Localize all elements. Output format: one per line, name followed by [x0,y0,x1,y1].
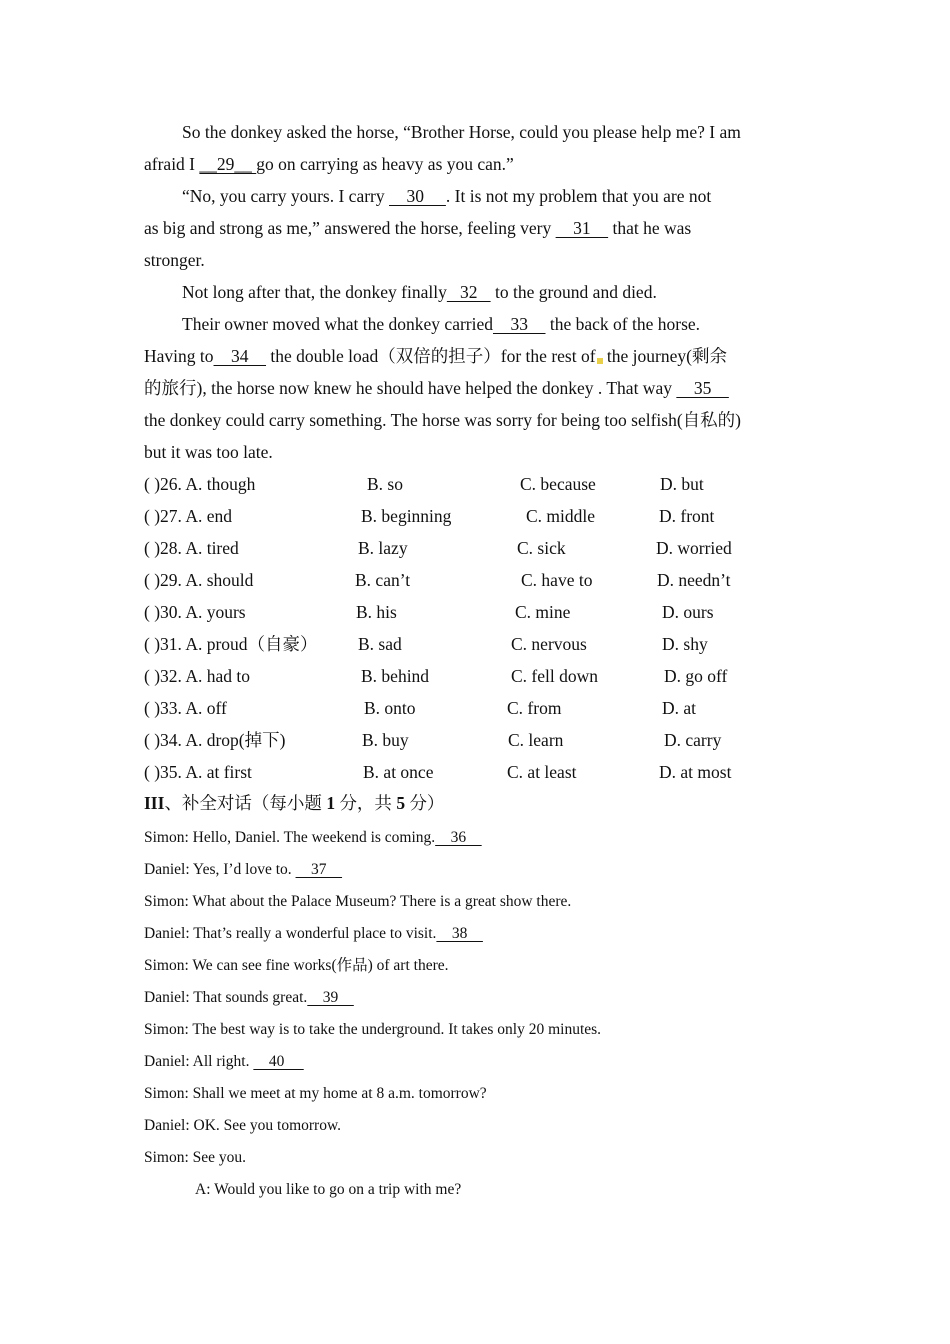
passage-text: that he was [608,218,692,238]
option-d[interactable]: D. at [662,698,697,718]
question-35[interactable]: ( )35. A. at first [144,762,252,782]
dialogue-line [144,828,482,848]
blank-32[interactable]: 32 [446,282,491,302]
question-32[interactable]: ( )32. A. had to [144,666,250,686]
passage-text: Not long after that, the donkey finally [182,282,447,302]
dialogue-text: Simon: We can see fine works(作品) of art there. [144,957,449,974]
option-c[interactable]: C. sick [517,538,566,558]
section-title: 分） [405,793,445,813]
passage-text: but it was too late. [144,442,273,462]
section-number: III [144,793,165,813]
score-each: 1 [326,793,336,813]
dialogue-line [144,988,354,1008]
passage-text: the double load（双倍的担子）for the rest of [266,346,596,366]
option-d[interactable]: D. shy [662,634,708,654]
blank-34[interactable]: 34 [213,346,267,366]
passage-line [182,313,700,335]
option-c[interactable]: C. middle [526,506,596,526]
blank-35[interactable]: 35 [676,378,729,398]
question-27[interactable]: ( )27. A. end [144,506,232,526]
passage-text: to the ground and died. [490,282,657,302]
option-b[interactable]: B. buy [362,730,409,750]
dialogue-text: Daniel: That’s really a wonderful place to visit. [144,925,437,942]
passage-text: the journey(剩余 [602,346,727,366]
dialogue-text: Simon: What about the Palace Museum? There is a great show there. [144,893,572,910]
question-26[interactable]: ( )26. A. though [144,474,256,494]
option-b[interactable]: B. his [356,602,397,622]
option-c[interactable]: C. from [507,698,562,718]
option-b[interactable]: B. so [367,474,403,494]
dialogue-line [144,892,571,912]
section-title: 分，共 [335,793,397,813]
option-d[interactable]: D. front [659,506,715,526]
blank-29[interactable]: __29__ [199,154,257,174]
passage-text: stronger. [144,250,205,270]
dialogue-text: Simon: See you. [144,1149,247,1166]
passage-text: the back of the horse. [545,314,701,334]
blank-31[interactable]: 31 [555,218,609,238]
option-b[interactable]: B. behind [361,666,430,686]
section-heading [144,792,444,814]
passage-text: 的旅行), the horse now knew he should have helped the donkey . That way [144,378,677,398]
passage-text: afraid I [144,154,200,174]
dialogue-line [144,860,342,880]
option-c[interactable]: C. fell down [511,666,599,686]
dialogue-line [144,924,483,944]
option-c[interactable]: C. mine [515,602,571,622]
dialogue-line [144,1052,304,1072]
blank-30[interactable]: 30 [389,186,446,206]
dialogue-text: Simon: Shall we meet at my home at 8 a.m. tomorrow? [144,1085,487,1102]
passage-text: Having to [144,346,214,366]
passage-line [182,281,657,303]
option-b[interactable]: B. sad [358,634,402,654]
passage-text: Their owner moved what the donkey carried [182,314,493,334]
blank-39[interactable]: 39 [307,989,354,1006]
passage-text: . It is not my problem that you are not [445,186,712,206]
option-b[interactable]: B. lazy [358,538,408,558]
option-c[interactable]: C. learn [508,730,564,750]
passage-line [144,249,205,271]
dialogue-text: Daniel: Yes, I’d love to. [144,861,296,878]
blank-40[interactable]: 40 [253,1053,304,1070]
passage-line [144,409,741,431]
dialogue-line [144,1116,341,1136]
dialogue-text: Simon: Hello, Daniel. The weekend is coming. [144,829,436,846]
question-34[interactable]: ( )34. A. drop(掉下) [144,730,286,750]
dialogue-text: Daniel: All right. [144,1053,254,1070]
option-d[interactable]: D. worried [656,538,732,558]
blank-38[interactable]: 38 [436,925,483,942]
dialogue-text: Daniel: OK. See you tomorrow. [144,1117,342,1134]
dialogue-line [144,1020,601,1040]
dialogue-line [144,1148,246,1168]
blank-36[interactable]: 36 [435,829,482,846]
passage-line [144,217,691,239]
option-d[interactable]: D. at most [659,762,732,782]
question-33[interactable]: ( )33. A. off [144,698,227,718]
question-30[interactable]: ( )30. A. yours [144,602,246,622]
score-total: 5 [396,793,406,813]
passage-line [182,121,741,143]
option-b[interactable]: B. beginning [361,506,452,526]
option-d[interactable]: D. but [660,474,704,494]
question-31[interactable]: ( )31. A. proud（自豪） [144,634,318,654]
option-b[interactable]: B. onto [364,698,416,718]
option-c[interactable]: C. at least [507,762,577,782]
option-b[interactable]: B. at once [363,762,434,782]
option-c[interactable]: C. because [520,474,596,494]
question-28[interactable]: ( )28. A. tired [144,538,239,558]
passage-text: So the donkey asked the horse, “Brother Horse, could you please help me? I am [182,122,741,142]
option-d[interactable]: D. ours [662,602,714,622]
dialogue-text: Daniel: That sounds great. [144,989,308,1006]
option-c[interactable]: C. nervous [511,634,587,654]
passage-line [144,345,727,367]
dialogue-text: Simon: The best way is to take the underground. It takes only 20 minutes. [144,1021,602,1038]
blank-37[interactable]: 37 [295,861,343,878]
option-d[interactable]: D. go off [664,666,728,686]
option-c[interactable]: C. have to [521,570,593,590]
passage-line [144,377,729,399]
option-d[interactable]: D. needn’t [657,570,731,590]
option-d[interactable]: D. carry [664,730,722,750]
dialogue-line [144,956,449,976]
option-b[interactable]: B. can’t [355,570,411,590]
passage-text: go on carrying as heavy as you can.” [256,154,514,174]
passage-line [182,185,711,207]
passage-line [144,153,514,175]
passage-text: as big and strong as me,” answered the horse, feeling very [144,218,556,238]
passage-text: “No, you carry yours. I carry [182,186,390,206]
blank-33[interactable]: 33 [493,314,546,334]
passage-line [144,441,273,463]
section-title: 、补全对话（每小题 [164,793,327,813]
passage-text: the donkey could carry something. The horse was sorry for being too selfish(自私的) [144,410,741,430]
option-a[interactable]: A: Would you like to go on a trip with me? [195,1181,462,1198]
dialogue-line [144,1084,487,1104]
question-29[interactable]: ( )29. A. should [144,570,254,590]
